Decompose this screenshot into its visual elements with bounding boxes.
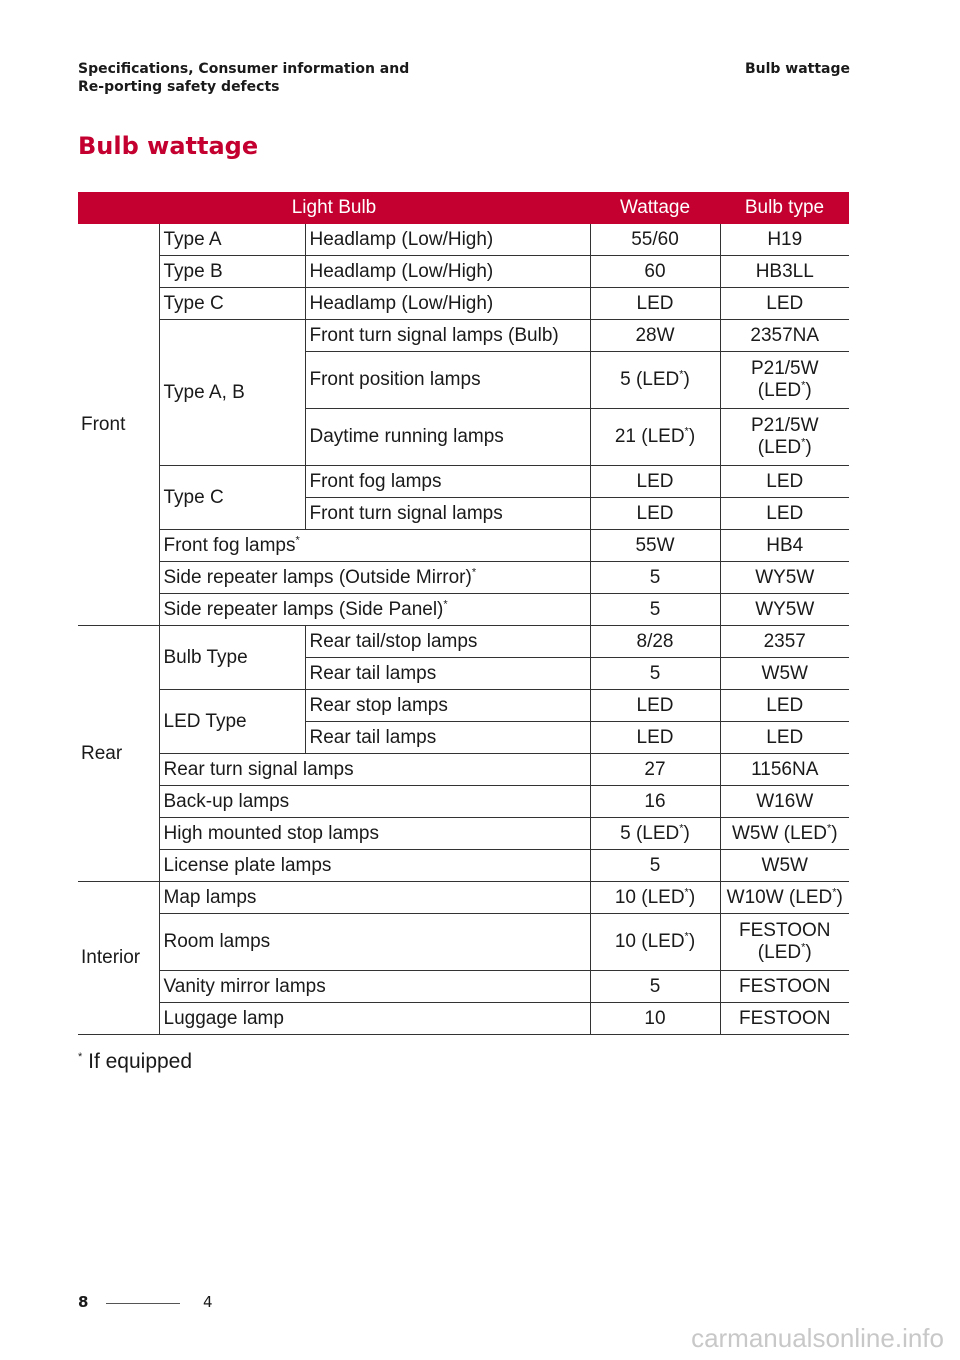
paren-close: ): [688, 426, 696, 447]
equipped-mark: *: [826, 822, 832, 835]
header-bulb-type: Bulb type: [720, 192, 849, 224]
bulb-type-cell: [720, 882, 849, 914]
bulb-type-cell: W5W: [720, 850, 849, 882]
paren-close: ): [831, 822, 838, 844]
table-header-row: [78, 192, 849, 224]
wattage-cell: [590, 818, 720, 850]
table-row: [78, 562, 849, 594]
subgroup-cell: Type C: [159, 466, 305, 530]
wattage-cell: 5: [590, 971, 720, 1003]
bulb-type-cell: [720, 818, 849, 850]
bulb-type-cell: LED: [720, 288, 849, 320]
equipped-mark: *: [832, 886, 837, 899]
wattage-cell: [590, 409, 720, 466]
equipped-mark: *: [801, 941, 806, 954]
lamp-name: Rear stop lamps: [305, 690, 590, 722]
bulb-type-text: W10W (LED: [726, 886, 833, 908]
lamp-name: Rear turn signal lamps: [159, 754, 590, 786]
equipped-mark: *: [684, 886, 689, 899]
table-row: [78, 850, 849, 882]
footnote-mark: *: [78, 1051, 83, 1063]
header-wattage: Wattage: [590, 192, 720, 224]
lamp-name-text: Front fog lamps: [163, 534, 296, 556]
table-row: [78, 786, 849, 818]
lamp-name: Rear tail lamps: [305, 722, 590, 754]
lamp-name: Headlamp (Low/High): [305, 288, 590, 320]
wattage-cell: 5: [590, 562, 720, 594]
wattage-text: 10 (LED: [614, 886, 685, 908]
lamp-name: Map lamps: [159, 882, 590, 914]
lamp-name: Rear tail/stop lamps: [305, 626, 590, 658]
table-row: [78, 626, 849, 658]
wattage-cell: 28W: [590, 320, 720, 352]
wattage-text: 10 (LED: [614, 931, 685, 952]
paren-close: ): [805, 380, 812, 401]
wattage-cell: 8/28: [590, 626, 720, 658]
bulb-type-cell: FESTOON: [720, 1003, 849, 1035]
lamp-name: Luggage lamp: [159, 1003, 590, 1035]
wattage-cell: 10: [590, 1003, 720, 1035]
table-row: [78, 882, 849, 914]
footnote-text: If equipped: [82, 1050, 193, 1073]
bulb-type-cell: [720, 914, 849, 971]
wattage-cell: [590, 882, 720, 914]
lamp-name: Back-up lamps: [159, 786, 590, 818]
paren-close: ): [805, 942, 812, 963]
bulb-type-cell: [720, 352, 849, 409]
equipped-mark: *: [295, 534, 300, 547]
bulb-type-line1: P21/5W: [750, 415, 819, 436]
group-interior: Interior: [78, 882, 159, 1035]
table-row: [78, 530, 849, 562]
bulb-type-line2: (LED: [757, 437, 802, 458]
bulb-type-line2: (LED: [757, 942, 802, 963]
equipped-mark: *: [679, 368, 684, 381]
table-row: [78, 818, 849, 850]
paren-close: ): [805, 437, 812, 458]
wattage-cell: 5: [590, 850, 720, 882]
subgroup-cell: Bulb Type: [159, 626, 305, 690]
wattage-cell: LED: [590, 722, 720, 754]
equipped-mark: *: [471, 566, 477, 579]
footnote: [78, 1050, 192, 1074]
wattage-text: 5 (LED: [620, 369, 680, 390]
subgroup-cell: Type A: [159, 224, 305, 256]
bulb-type-cell: LED: [720, 690, 849, 722]
bulb-type-cell: 2357: [720, 626, 849, 658]
table-row: [78, 288, 849, 320]
wattage-text: 5 (LED: [620, 822, 680, 844]
wattage-cell: [590, 352, 720, 409]
table-row: [78, 971, 849, 1003]
wattage-cell: LED: [590, 288, 720, 320]
bulb-type-line1: FESTOON: [739, 920, 831, 941]
table-row: [78, 466, 849, 498]
table-row: [78, 754, 849, 786]
bulb-wattage-table: [78, 192, 849, 1035]
table-row: [78, 594, 849, 626]
bulb-type-cell: H19: [720, 224, 849, 256]
lamp-name: High mounted stop lamps: [159, 818, 590, 850]
group-rear: Rear: [78, 626, 159, 882]
bulb-type-line1: P21/5W: [750, 358, 819, 379]
running-header-section: Specifications, Consumer information and Re-porting safety defects: [78, 61, 410, 95]
lamp-name: Headlamp (Low/High): [305, 224, 590, 256]
paren-close: ): [683, 822, 690, 844]
lamp-name: [159, 530, 590, 562]
bulb-type-cell: LED: [720, 498, 849, 530]
wattage-cell: LED: [590, 690, 720, 722]
bulb-type-cell: WY5W: [720, 594, 849, 626]
lamp-name: Front position lamps: [305, 352, 590, 409]
bulb-type-cell: W16W: [720, 786, 849, 818]
wattage-cell: 27: [590, 754, 720, 786]
wattage-cell: 55/60: [590, 224, 720, 256]
wattage-text: 21 (LED: [614, 426, 685, 447]
equipped-mark: *: [443, 598, 448, 611]
table-row: [78, 320, 849, 352]
wattage-cell: LED: [590, 466, 720, 498]
bulb-type-cell: WY5W: [720, 562, 849, 594]
running-header-topic: Bulb wattage: [744, 61, 850, 77]
lamp-name: Front turn signal lamps: [305, 498, 590, 530]
header-light-bulb: Light Bulb: [78, 192, 590, 224]
bulb-type-cell: HB3LL: [720, 256, 849, 288]
equipped-mark: *: [679, 822, 684, 835]
lamp-name: Rear tail lamps: [305, 658, 590, 690]
paren-close: ): [683, 369, 690, 390]
subgroup-cell: Type C: [159, 288, 305, 320]
subgroup-cell: Type A, B: [159, 320, 305, 466]
lamp-name: Headlamp (Low/High): [305, 256, 590, 288]
wattage-cell: 5: [590, 594, 720, 626]
lamp-name: [159, 594, 590, 626]
table-row: [78, 224, 849, 256]
table-row: [78, 914, 849, 971]
bulb-type-cell: 1156NA: [720, 754, 849, 786]
bulb-type-cell: W5W: [720, 658, 849, 690]
lamp-name: Room lamps: [159, 914, 590, 971]
wattage-cell: 5: [590, 658, 720, 690]
bulb-type-cell: FESTOON: [720, 971, 849, 1003]
wattage-cell: LED: [590, 498, 720, 530]
subgroup-cell: Type B: [159, 256, 305, 288]
chapter-number: 8: [78, 1293, 89, 1311]
bulb-type-cell: 2357NA: [720, 320, 849, 352]
paren-close: ): [836, 886, 843, 908]
wattage-cell: 55W: [590, 530, 720, 562]
page-title: Bulb wattage: [78, 132, 259, 160]
footer-divider: [106, 1303, 180, 1304]
bulb-type-cell: HB4: [720, 530, 849, 562]
lamp-name: Front fog lamps: [305, 466, 590, 498]
equipped-mark: *: [801, 379, 806, 392]
paren-close: ): [688, 931, 696, 952]
table-row: [78, 256, 849, 288]
paren-close: ): [688, 886, 696, 908]
lamp-name: License plate lamps: [159, 850, 590, 882]
lamp-name: Daytime running lamps: [305, 409, 590, 466]
lamp-name-text: Side repeater lamps (Outside Mirror): [163, 566, 472, 588]
lamp-name: Vanity mirror lamps: [159, 971, 590, 1003]
equipped-mark: *: [684, 425, 689, 438]
bulb-type-cell: [720, 409, 849, 466]
lamp-name-text: Side repeater lamps (Side Panel): [163, 598, 444, 620]
bulb-type-cell: LED: [720, 466, 849, 498]
group-front: Front: [78, 224, 159, 626]
equipped-mark: *: [801, 436, 806, 449]
bulb-type-cell: LED: [720, 722, 849, 754]
lamp-name: [159, 562, 590, 594]
wattage-cell: [590, 914, 720, 971]
wattage-cell: 16: [590, 786, 720, 818]
site-watermark: carmanualsonline.info: [691, 1323, 944, 1353]
table-row: [78, 690, 849, 722]
subgroup-cell: LED Type: [159, 690, 305, 754]
table-row: [78, 1003, 849, 1035]
lamp-name: Front turn signal lamps (Bulb): [305, 320, 590, 352]
bulb-type-text: W5W (LED: [731, 822, 827, 844]
page-number: 4: [203, 1293, 213, 1311]
equipped-mark: *: [684, 930, 689, 943]
wattage-cell: 60: [590, 256, 720, 288]
bulb-type-line2: (LED: [757, 380, 802, 401]
